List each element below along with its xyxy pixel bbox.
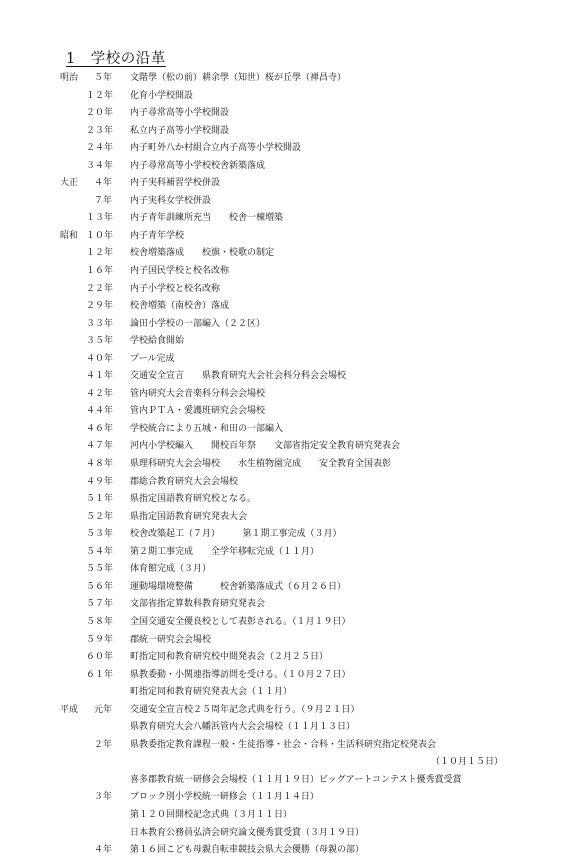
event-text: 化育小学校開設 <box>130 90 194 101</box>
history-row <box>0 140 565 158</box>
event-text: 第２期工事完成 全学年移転完成（１１月） <box>130 546 320 557</box>
year-label: ５９年 <box>86 634 114 645</box>
year-label: ４年 <box>93 178 112 189</box>
year-label: １６年 <box>86 266 114 277</box>
year-label: ５年 <box>93 73 112 83</box>
event-text: 文部省指定算数科教育研究発表会 <box>130 599 266 610</box>
event-text: 論田小学校の一部編入（２２区） <box>130 318 266 329</box>
year-label: ３３年 <box>86 318 114 329</box>
history-row <box>0 105 565 123</box>
year-label: ２２年 <box>86 283 114 294</box>
event-text: 県教委動・小関連指導訪問を受ける。（１０月２７日） <box>130 669 351 680</box>
year-label: ３５年 <box>86 336 114 347</box>
event-text: 交通安全宣言 県教育研究大会社会科分科会会場校 <box>130 371 347 382</box>
history-row <box>0 579 565 597</box>
history-row <box>0 263 565 281</box>
history-row <box>0 438 565 456</box>
year-label: ７年 <box>93 195 112 206</box>
year-label: ２３年 <box>86 125 114 136</box>
history-row <box>0 368 565 386</box>
history-row <box>0 210 565 228</box>
event-date-continuation: （１０月１５日） <box>430 757 503 768</box>
event-text: 内子実科女学校併設 <box>130 195 212 206</box>
history-list <box>0 70 565 860</box>
event-text: 校舎増築落成 校旗・校歌の制定 <box>130 248 275 259</box>
event-text: 学校給食開始 <box>130 336 185 347</box>
event-text: 校舎増築（南校舎）落成 <box>130 301 230 312</box>
year-label: ５１年 <box>86 494 114 505</box>
event-text: 私立内子高等小学校開設 <box>130 125 230 136</box>
history-row <box>0 772 565 790</box>
year-label: ４年 <box>93 845 112 856</box>
year-label: ６１年 <box>86 669 114 680</box>
year-label: ２０年 <box>86 108 114 119</box>
history-row <box>0 526 565 544</box>
year-label: ４４年 <box>86 406 114 417</box>
event-text: 県理科研究大会会場校 水生植物園完成 安全教育全国表彰 <box>130 459 392 470</box>
year-label: ５６年 <box>86 581 114 592</box>
event-text: 第１６回こども母親自転車競技会県大会優勝（母親の部） <box>130 845 365 856</box>
history-row <box>0 544 565 562</box>
era-label: 昭和 <box>60 230 79 241</box>
event-text: 全国交通安全優良校として表彰される。（１月１９日） <box>130 616 351 627</box>
event-text: 内子尋常高等小学校開設 <box>130 108 230 119</box>
event-text: 郡統一研究会会場校 <box>130 634 212 645</box>
history-row <box>0 245 565 263</box>
year-label: ３年 <box>93 792 112 803</box>
history-row <box>0 316 565 334</box>
event-text: 日本教育公務員弘済会研究論文優秀賞受賞（３月１９日） <box>130 827 365 838</box>
year-label: ４８年 <box>86 459 114 470</box>
history-row <box>0 333 565 351</box>
event-text: 県指定国語教育研究校となる。 <box>130 494 257 505</box>
event-text: 内子青年学校 <box>130 230 185 241</box>
event-text: 河内小学校編入 開校百年祭 文部省指定安全教育研究発表会 <box>130 441 401 452</box>
history-row <box>0 228 565 246</box>
history-row <box>0 737 565 755</box>
event-text: 郡総合教育研究大会会場校 <box>130 476 239 487</box>
event-text: 内子町外八か村組合立内子高等小学校開設 <box>130 143 302 154</box>
event-text: 管内ＰＴＡ・愛護班研究会会場校 <box>130 406 266 417</box>
year-label: ２年 <box>93 739 112 750</box>
era-label: 平成 <box>60 704 79 715</box>
event-text: 町指定同和教育研究校中間発表会（２月２５日） <box>130 652 329 663</box>
event-text: プール完成 <box>130 353 175 364</box>
history-row <box>0 842 565 860</box>
event-text: 運動場環境整備 校舎新築落成式（６月２６日） <box>130 581 347 592</box>
event-text: 内子小学校と校名改称 <box>130 283 221 294</box>
history-row <box>0 351 565 369</box>
year-label: ５５年 <box>86 564 114 575</box>
event-text: 内子実科補習学校併設 <box>130 178 221 189</box>
history-row <box>0 825 565 843</box>
history-row <box>0 403 565 421</box>
history-row <box>0 649 565 667</box>
history-row <box>0 754 565 772</box>
history-row <box>0 421 565 439</box>
event-text: 内子国民学校と校名改称 <box>130 266 230 277</box>
event-text: 体育館完成（３月） <box>130 564 212 575</box>
event-text: 町指定同和教育研究発表大会（１１月） <box>130 687 293 698</box>
year-label: ４６年 <box>86 423 114 434</box>
history-row <box>0 474 565 492</box>
year-label: ４９年 <box>86 476 114 487</box>
year-label: 元年 <box>93 704 112 715</box>
year-label: ２９年 <box>86 301 114 312</box>
event-text: 内子尋常高等小学校校舎新築落成 <box>130 160 266 171</box>
history-row <box>0 596 565 614</box>
history-row <box>0 509 565 527</box>
event-text: 県指定国語教育研究発表大会 <box>130 511 248 522</box>
year-label: ５８年 <box>86 616 114 627</box>
history-row <box>0 193 565 211</box>
year-label: ４０年 <box>86 353 114 364</box>
history-row <box>0 386 565 404</box>
history-row <box>0 614 565 632</box>
event-text: 学校統合により五城・和田の一部編入 <box>130 423 284 434</box>
year-label: ５２年 <box>86 511 114 522</box>
history-row <box>0 561 565 579</box>
era-label: 明治 <box>60 73 79 83</box>
history-row <box>0 667 565 685</box>
history-row <box>0 456 565 474</box>
history-row <box>0 175 565 193</box>
history-row <box>0 88 565 106</box>
year-label: ５７年 <box>86 599 114 610</box>
history-row <box>0 491 565 509</box>
year-label: １３年 <box>86 213 114 224</box>
history-row <box>0 298 565 316</box>
event-text: 喜多郡教育統一研修会会場校（１１月１９日）ビッグアートコンテスト優秀賞受賞 <box>130 774 462 785</box>
history-row <box>0 632 565 650</box>
year-label: ６０年 <box>86 652 114 663</box>
history-row <box>0 281 565 299</box>
year-label: ４７年 <box>86 441 114 452</box>
event-text: 県教委指定教育課程一般・生徒指導・社会・合科・生活科研究指定校発表会 <box>130 739 437 750</box>
history-row <box>0 807 565 825</box>
event-text: 管内研究大会音楽科分科会会場校 <box>130 388 266 399</box>
event-text: 交通安全宣言校２５周年記念式典を行う。（９月２１日） <box>130 704 360 715</box>
history-row <box>0 719 565 737</box>
year-label: １２年 <box>86 90 114 101</box>
year-label: ５３年 <box>86 529 114 540</box>
history-row <box>0 70 565 88</box>
year-label: ５４年 <box>86 546 114 557</box>
era-label: 大正 <box>60 178 79 189</box>
history-row <box>0 123 565 141</box>
event-text: ブロック別小学校統一研修会（１１月１４日） <box>130 792 319 803</box>
section-title: 1 学校の沿革 <box>66 51 166 67</box>
history-row <box>0 158 565 176</box>
year-label: ３４年 <box>86 160 114 171</box>
event-text: 県教育研究大会八幡浜管内大会会場校（１１月１３日） <box>130 722 356 733</box>
event-text: 第１２０回開校記念式典（３月１１日） <box>130 809 293 820</box>
event-text: 内子青年訓練所充当 校舎一棟増築 <box>130 213 284 224</box>
year-label: ２４年 <box>86 143 114 154</box>
event-text: 校舎改築起工（７月） 第１期工事完成（３月） <box>130 529 342 540</box>
event-text: 文階學（松の前）耕余學（知世）桜が丘學（禅昌寺） <box>130 73 347 83</box>
year-label: ４２年 <box>86 388 114 399</box>
history-row <box>0 684 565 702</box>
year-label: １０年 <box>86 230 114 241</box>
history-row <box>0 789 565 807</box>
year-label: ４１年 <box>86 371 114 382</box>
year-label: １２年 <box>86 248 114 259</box>
history-row <box>0 702 565 720</box>
